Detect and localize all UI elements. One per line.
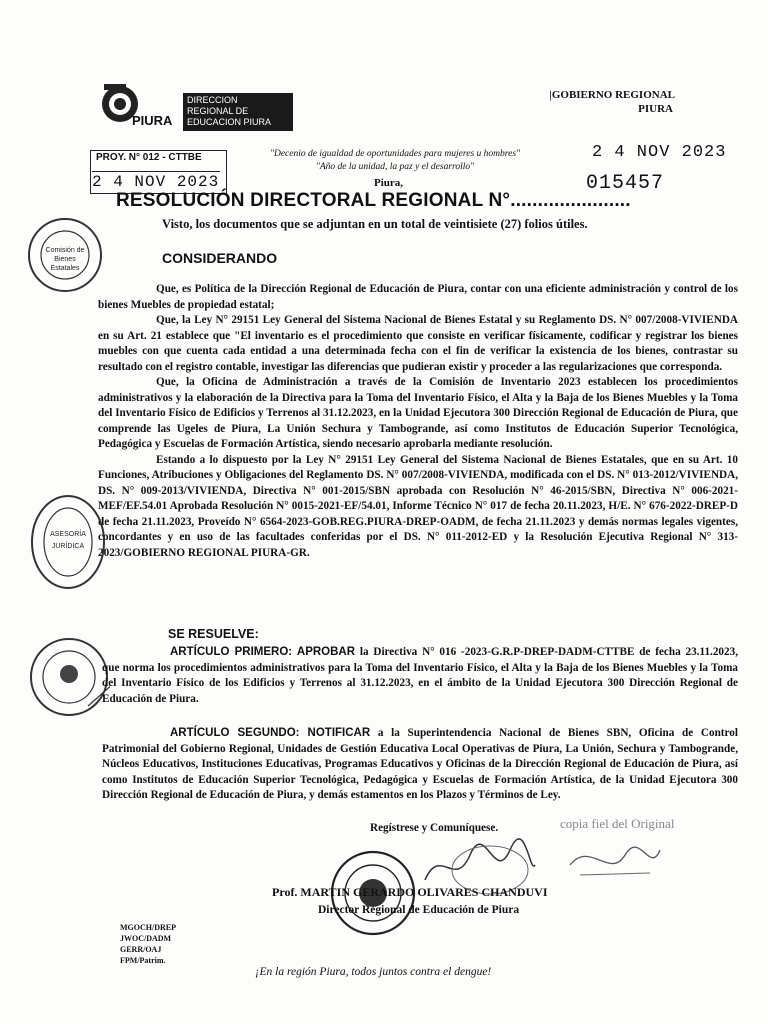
article-second	[102, 726, 738, 804]
se-resuelve-heading: SE RESUELVE:	[168, 627, 259, 641]
article-text: la Directiva N° 016 -2023-G.R.P-DREP-DADM-CTTBE de fecha 23.11.2023, que norma los procedimientos administrativos para la Toma del Inventario Físico, el Alta y la Baja de los Bienes Muebles y la Toma del Inventario Físico de los Edificios y Terrenos al 31.12.2023, en el ámbito de la Unidad Ejecutora 300 Dirección Regional de Educación de Piura.	[102, 646, 739, 705]
project-date: 2 4 NOV 2023	[92, 173, 220, 191]
project-number: PROY. N° 012 - CTTBE	[96, 152, 202, 163]
place-label: Piura,	[374, 177, 404, 189]
considerando-body	[98, 282, 738, 561]
logo-institution-text: DIRECCION REGIONAL DE EDUCACION PIURA	[183, 93, 293, 131]
article-first	[102, 645, 738, 707]
government-header: |GOBIERNO REGIONAL PIURA	[549, 89, 675, 115]
signer-role: Director Regional de Educación de Piura	[318, 904, 520, 916]
svg-text:Bienes: Bienes	[54, 256, 76, 263]
footer-slogan: ¡En la región Piura, todos juntos contra el dengue!	[255, 966, 492, 978]
paragraph: Estando a lo dispuesto por la Ley N° 29151 Ley General del Sistema Nacional de Bienes Estatales, que en su Art. 10 Funciones, Atribuciones y Obligaciones del Reglamento DS. N° 007/2008-VIVIENDA, modificada con el DS. N° 013-2012/VIVIENDA, DS. N° 009-2013/VIVIENDA, Directiva N° 001-2015/SBN aprobada con Resolución N° 46-2015/SBN, Directiva N° 006-2021-MEF/EF.54.01 Aprobada Resolución N° 0015-2021-EF/54.01, Informe Técnico N° 017 de fecha 20.11.2023, H/E. N° 676-2022-DREP-D de fecha 21.11.2023, Proveído N° 6564-2023-GOB.REG.PIURA-DREP-OADM, de fecha 21.11.2023 y demás normas legales vigentes, concordantes y en uso de las facultades conferidas por el DS. N° 011-2012-ED y la Resolución Ejecutiva Regional N° 313-2023/GOBIERNO REGIONAL PIURA-GR.	[98, 453, 738, 559]
notary-signature-icon	[565, 835, 665, 885]
resolution-number: 015457	[586, 172, 665, 195]
article-label: ARTÍCULO SEGUNDO: NOTIFICAR	[170, 727, 371, 739]
svg-text:ASESORÍA: ASESORÍA	[50, 531, 86, 538]
stamp-date: 2 4 NOV 2023	[592, 143, 727, 162]
paragraph: Que, es Política de la Dirección Regional de Educación de Piura, contar con una eficiente administración y control de los bienes Muebles de propiedad estatal;	[98, 283, 738, 311]
paragraph: Que, la Oficina de Administración a través de la Comisión de Inventario 2023 establecen los procedimientos administrativos y la elaboración de la Directiva para la Toma del Inventario Físico, el Alta y la Baja de los Bienes Muebles y la Toma del Inventario Físico de Edificios y Terrenos al 31.12.2023, en la Unidad Ejecutora 300 Dirección Regional de Educación de Piura, que comprende las Ugeles de Piura, La Unión Sechura y Tambogrande, así como Institutos de Educación Superior Tecnológica, Pedagógica y Escuelas de Formación Artística, siendo necesario aprobarla mediante resolución.	[98, 376, 738, 450]
document-title: RESOLUCIÓN DIRECTORAL REGIONAL N°......................	[116, 190, 631, 211]
visto-line: Visto, los documentos que se adjuntan en un total de veintisiete (27) folios útiles.	[162, 217, 588, 231]
commission-seal-icon	[26, 216, 104, 294]
paragraph: Que, la Ley N° 29151 Ley General del Sistema Nacional de Bienes Estatal y su Reglamento DS. N° 007/2008-VIVIENDA en su Art. 21 establece que "El inventario es el procedimiento que consiste en verificar físicamente, codificar y registrar los bienes muebles con que cuenta cada entidad a una determinada fecha con el fin de verificar la existencia de los bienes, contrastar su resultado con el registro contable, investigar las diferencias que pudieran existir y proceder a las regularizaciones que corresponda.	[98, 314, 738, 373]
article-text: a la Superintendencia Nacional de Bienes SBN, Oficina de Control Patrimonial del Gobierno Regional, Unidades de Gestión Educativa Local Operativas de Piura, La Unión, Sechura y Tambogrande, Núcleos Educativos, Instituciones Educativas, Programas Educativos y Oficinas de la Dirección Regional de Educación de Piura, así como Institutos de Educación Superior Tecnológica, Pedagógica y Escuelas de Formación Artística, de la Unidad Ejecutora 300 Dirección Regional de Educación de Piura, y demás estamentos en los Plazos y Términos de Ley.	[102, 727, 738, 801]
article-label: ARTÍCULO PRIMERO: APROBAR	[170, 646, 356, 658]
legal-advisory-seal-icon	[28, 492, 108, 592]
considerando-heading: CONSIDERANDO	[162, 250, 278, 266]
administration-seal-icon	[28, 636, 110, 718]
svg-text:Estatales: Estatales	[50, 265, 80, 272]
closing-formula: Regístrese y Comuníquese.	[370, 822, 499, 834]
reference-initials: MGOCH/DREP JWOC/DADM GERR/OAJ FPM/Patrim.	[120, 923, 176, 965]
logo-wordmark: PIURA	[132, 113, 173, 128]
svg-text:JURÍDICA: JURÍDICA	[51, 543, 85, 550]
svg-text:Comisión de: Comisión de	[45, 247, 85, 254]
signer-name: Prof. MARTIN GERARDO OLIVARES CHANDUVI	[272, 885, 548, 899]
decenio-motto: "Decenio de igualdad de oportunidades para mujeres u hombres" "Año de la unidad, la paz y el desarrollo"	[269, 149, 521, 172]
certified-copy-stamp: copia fiel del Original	[560, 816, 675, 831]
